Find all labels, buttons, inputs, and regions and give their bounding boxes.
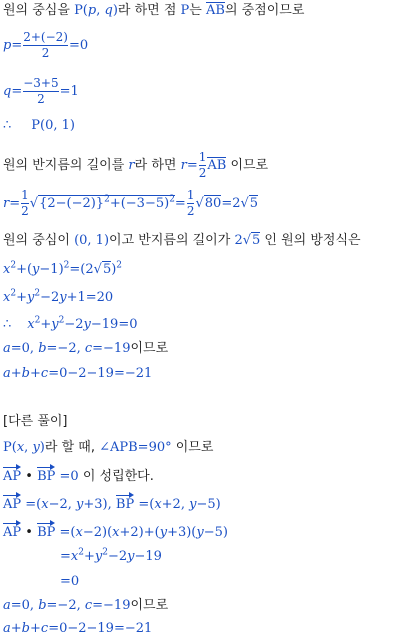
math: y (94, 549, 103, 564)
math: + (30, 621, 41, 636)
math: −2, (48, 497, 77, 512)
line-equals-zero (60, 574, 79, 590)
math: = (11, 38, 23, 53)
math: =0, (10, 598, 39, 613)
math: = (60, 549, 71, 564)
numerator: 1 (186, 188, 195, 202)
exponent: 2 (78, 547, 84, 558)
line-q-value (3, 76, 79, 107)
line-dot-expansion (3, 521, 228, 541)
math: =0 (60, 574, 80, 589)
math: +( (16, 262, 33, 277)
line-p-value (3, 30, 88, 61)
math: +(−3−5) (109, 196, 170, 211)
math: =−2, (46, 598, 85, 613)
math: , (24, 440, 33, 455)
math: =−19 (92, 598, 131, 613)
math: −2 (64, 317, 84, 332)
vector-bp: BP (116, 493, 134, 513)
math: y (159, 525, 168, 540)
numerator: −3+5 (23, 76, 59, 90)
math: {2−(−2)} (39, 196, 105, 211)
line-alt-sum (3, 621, 152, 637)
vector-ap: AP (3, 493, 21, 513)
fraction (23, 76, 58, 107)
denominator: 2 (23, 91, 58, 107)
text: 이 성립한다. (78, 469, 154, 484)
text: 이고 반지름의 길이가 (109, 233, 235, 248)
math: a (3, 621, 11, 636)
math: y (51, 317, 59, 332)
exponent: 2 (102, 547, 108, 558)
math: x (27, 317, 35, 332)
math: x (3, 262, 11, 277)
numerator: 1 (198, 150, 207, 164)
math: ) (111, 262, 117, 277)
math: x (154, 497, 162, 512)
segment-ab: AB (207, 158, 227, 173)
math: r (3, 196, 10, 211)
math: a (3, 598, 11, 613)
math: −2)( (82, 525, 113, 540)
math: p (3, 38, 12, 53)
math: , (96, 3, 105, 18)
math: ) (112, 3, 118, 18)
math: c (84, 598, 93, 613)
text: 이므로 (130, 598, 169, 613)
therefore-symbol: ∴ (3, 317, 12, 332)
line-alt-setup (3, 440, 213, 456)
math: + (10, 621, 22, 636)
fraction (187, 188, 195, 219)
fraction (21, 188, 29, 219)
math: y (76, 497, 84, 512)
math: b (21, 621, 30, 636)
exponent: 2 (116, 260, 123, 271)
text: 원의 중심을 (3, 3, 75, 18)
text: 원의 반지름의 길이를 (3, 158, 129, 173)
math: r (128, 158, 135, 173)
text: 라 하면 점 (117, 3, 181, 18)
math: c (84, 341, 93, 356)
math: y (196, 525, 204, 540)
math: =( (21, 497, 42, 512)
math: =( (134, 497, 155, 512)
line-vector-components (3, 493, 221, 513)
math: P( (74, 3, 88, 18)
math: b (38, 341, 47, 356)
math: =1 (59, 84, 79, 99)
math: + (30, 366, 41, 381)
math: =−2, (46, 341, 85, 356)
denominator: 2 (21, 204, 29, 218)
alt-solution-heading (3, 414, 68, 430)
math: −1) (39, 262, 64, 277)
math: P (180, 3, 190, 18)
sqrt-sign: √ (240, 196, 249, 211)
line-expanded (3, 290, 113, 306)
line-sum (3, 366, 152, 382)
fraction (199, 150, 207, 181)
math: +3), (83, 497, 116, 512)
math: =0−2−19=−21 (48, 366, 153, 381)
math: q (104, 3, 113, 18)
sqrt-radicand: 5 (252, 233, 261, 248)
math: x (70, 549, 79, 564)
segment-ab: AB (205, 3, 225, 18)
sqrt-radicand (38, 195, 175, 211)
math: =0 (68, 38, 89, 53)
math: x (16, 440, 25, 455)
math: = (186, 158, 198, 173)
math: a (3, 341, 11, 356)
line-dot-zero (3, 465, 154, 485)
sqrt-sign: √ (29, 196, 39, 211)
math: + (40, 317, 52, 332)
vector-ap: AP (3, 465, 21, 485)
vector-bp: BP (37, 465, 55, 485)
math: −19=0 (90, 317, 138, 332)
math: x (75, 525, 83, 540)
math: −2 (107, 549, 128, 564)
math: + (83, 549, 95, 564)
line-coefficients (3, 341, 168, 357)
math: ) (39, 440, 45, 455)
exponent: 2 (10, 288, 17, 299)
sqrt-radicand: 5 (102, 262, 112, 277)
text: [다른 풀이] (3, 414, 68, 429)
line-radius-computation (3, 188, 258, 219)
math: x (41, 497, 49, 512)
line-center-result (3, 118, 75, 134)
math: p (87, 3, 97, 18)
sqrt-sign: √ (195, 196, 204, 211)
math: = (9, 196, 21, 211)
math: +3)( (167, 525, 197, 540)
text: 원의 중심이 (3, 233, 75, 248)
line-circle-equation (3, 262, 122, 278)
math: +2)+( (119, 525, 160, 540)
math: −5) (196, 497, 221, 512)
therefore-symbol: ∴ (3, 118, 12, 133)
math: r (180, 158, 187, 173)
math: y (127, 549, 135, 564)
math: y (32, 440, 40, 455)
line-center-setup (3, 3, 304, 19)
math: =−19 (92, 341, 131, 356)
text: 는 (189, 3, 206, 18)
math: =( (55, 525, 76, 540)
sqrt-radicand: 80 (204, 196, 222, 211)
math: x (3, 290, 11, 305)
exponent: 2 (10, 260, 17, 271)
line-dot-simplified (60, 549, 162, 565)
fraction (23, 30, 68, 61)
text: 의 중점이므로 (224, 3, 305, 18)
sqrt-radicand: 5 (249, 196, 259, 211)
math: =2 (221, 196, 241, 211)
math: −5) (203, 525, 228, 540)
text: 라 하면 (134, 158, 181, 173)
math: b (21, 366, 30, 381)
math: + (16, 290, 27, 305)
math: a (3, 366, 11, 381)
text: 인 원의 방정식은 (260, 233, 361, 248)
math: y (59, 290, 67, 305)
numerator: 1 (21, 188, 29, 202)
dot-operator: • (21, 469, 38, 484)
vector-ap: AP (3, 521, 21, 541)
exponent: 2 (34, 288, 41, 299)
exponent: 2 (104, 194, 110, 205)
exponent: 2 (34, 315, 41, 326)
exponent: 2 (63, 260, 70, 271)
denominator: 2 (198, 166, 207, 180)
math: = (174, 196, 186, 211)
sqrt-sign: √ (242, 233, 252, 248)
math: =0−2−19=−21 (48, 621, 153, 636)
math: q (3, 84, 12, 99)
text: 이므로 (171, 440, 214, 455)
math: =0, (10, 341, 39, 356)
math: y (189, 497, 197, 512)
math: x (112, 525, 120, 540)
math: + (10, 366, 22, 381)
line-equation-intro (3, 233, 361, 249)
math: −2 (40, 290, 60, 305)
math: 2 (234, 233, 243, 248)
line-final-equation (3, 317, 138, 333)
math: =0 (55, 469, 79, 484)
text: 이므로 (226, 158, 269, 173)
math: y (83, 317, 91, 332)
math: +2, (161, 497, 190, 512)
text: 라 할 때, (44, 440, 100, 455)
math: +1=20 (66, 290, 114, 305)
vector-bp: BP (37, 521, 55, 541)
math: b (38, 598, 47, 613)
exponent: 2 (58, 315, 65, 326)
math: =(2 (69, 262, 94, 277)
line-alt-coefficients (3, 598, 168, 614)
math: −19 (134, 549, 162, 564)
math: c (40, 621, 49, 636)
denominator: 2 (186, 204, 195, 218)
math: c (40, 366, 49, 381)
math: y (32, 262, 40, 277)
exponent: 2 (169, 194, 175, 205)
math: y (26, 290, 35, 305)
line-radius-setup (3, 150, 268, 181)
dot-operator: • (21, 525, 38, 540)
text: 이므로 (130, 341, 169, 356)
math: P(0, 1) (31, 118, 75, 133)
numerator: 2+(−2) (23, 30, 68, 44)
math: P( (3, 440, 17, 455)
math: ∠APB=90° (99, 440, 172, 455)
math: = (11, 84, 23, 99)
sqrt-sign: √ (93, 262, 102, 277)
math: (0, 1) (74, 233, 110, 248)
denominator: 2 (23, 45, 68, 61)
